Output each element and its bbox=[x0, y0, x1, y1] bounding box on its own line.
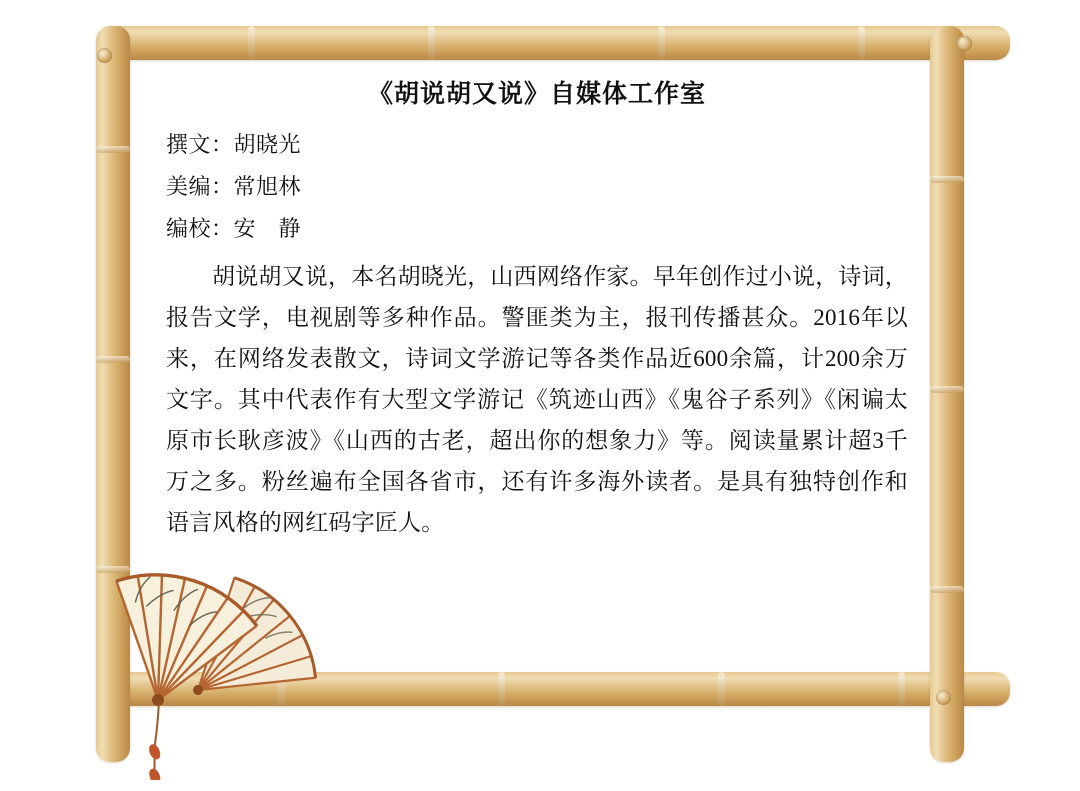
bamboo-node bbox=[96, 356, 130, 363]
bamboo-node bbox=[930, 386, 964, 393]
credit-label: 编校： bbox=[166, 216, 234, 241]
document-content bbox=[166, 74, 908, 543]
credit-line-editor bbox=[166, 208, 908, 250]
frame-joint-ring bbox=[97, 48, 112, 63]
page-title: 《胡说胡又说》自媒体工作室 bbox=[367, 81, 706, 108]
bamboo-node bbox=[248, 26, 255, 60]
frame-rail-right bbox=[930, 26, 964, 762]
bamboo-node bbox=[658, 26, 665, 60]
folding-fan-icon bbox=[48, 540, 378, 780]
credit-line-designer bbox=[166, 166, 908, 208]
body-paragraph: 胡说胡又说，本名胡晓光，山西网络作家。早年创作过小说，诗词，报告文学，电视剧等多种作品。警匪类为主，报刊传播甚众。2016年以来，在网络发表散文，诗词文学游记等各类作品近600余篇，计200余万文字。其中代表作有大型文学游记《筑迹山西》《鬼谷子系列》《闲谝太原市长耿彦波》《山西的古老，超出你的想象力》等。阅读量累计超3千万之多。粉丝遍布全国各省市，还有许多海外读者。是具有独特创作和语言风格的网红码字匠人。 bbox=[166, 264, 908, 535]
frame-rail-top bbox=[98, 26, 1010, 60]
credit-value: 胡晓光 bbox=[233, 132, 302, 157]
bamboo-node bbox=[96, 146, 130, 153]
bamboo-node bbox=[930, 586, 964, 593]
bamboo-node bbox=[930, 176, 964, 183]
frame-joint-ring bbox=[936, 690, 951, 705]
credit-label: 美编： bbox=[166, 174, 234, 199]
frame-joint-ring bbox=[957, 36, 972, 51]
bamboo-node bbox=[898, 672, 905, 706]
credit-line-author bbox=[166, 124, 908, 166]
bamboo-node bbox=[498, 672, 505, 706]
credit-value: 安 静 bbox=[233, 216, 302, 241]
bamboo-node bbox=[858, 26, 865, 60]
credit-value: 常旭林 bbox=[233, 174, 302, 199]
bamboo-node bbox=[718, 672, 725, 706]
credit-label: 撰文： bbox=[166, 132, 234, 157]
bamboo-node bbox=[428, 26, 435, 60]
